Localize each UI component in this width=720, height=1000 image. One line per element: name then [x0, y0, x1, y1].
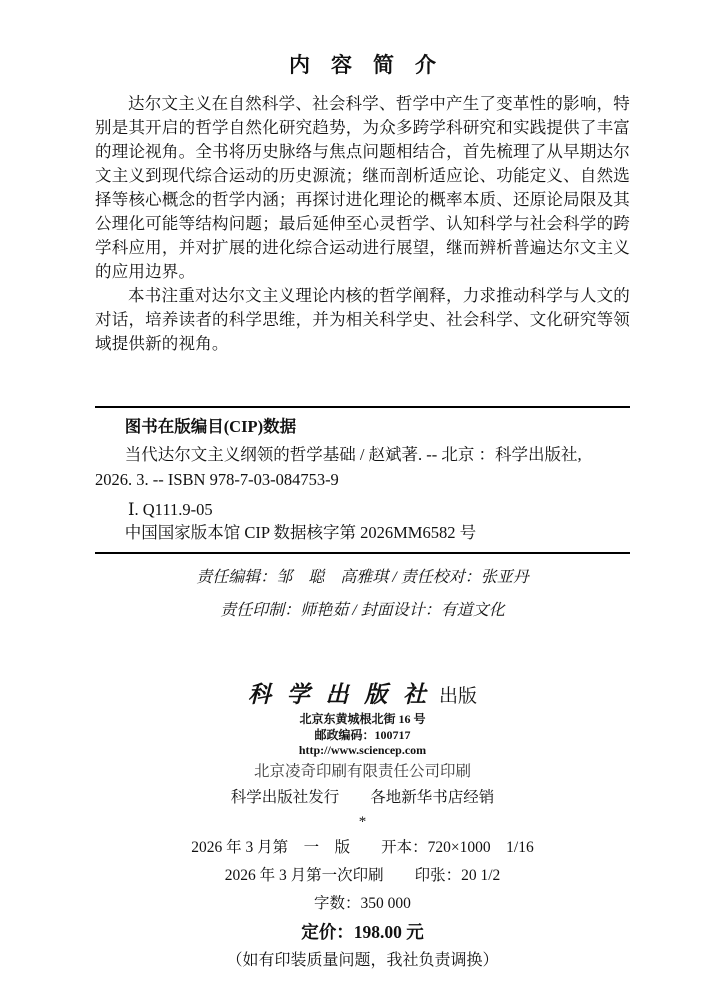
cip-entry-line-2: 2026. 3. -- ISBN 978-7-03-084753-9 — [95, 470, 339, 489]
cip-entry-line-1: 当代达尔文主义纲领的哲学基础 / 赵斌著. -- 北京 ：科学出版社, — [124, 445, 582, 464]
cip-heading: 图书在版编目(CIP)数据 — [124, 417, 297, 436]
printing-info-block — [95, 836, 630, 973]
separator-star: * — [358, 813, 367, 830]
publisher-website: http://www.sciencep.com — [298, 743, 427, 757]
page-title: 内 容 简 介 — [289, 53, 436, 77]
cip-record-number: 中国国家版本馆 CIP 数据核字第 2026MM6582 号 — [124, 523, 477, 542]
science-press-logo-script: 科 学 出 版 社 — [247, 682, 431, 707]
summary-paragraph-1: 达尔文主义在自然科学、社会科学、哲学中产生了变革性的影响，特别是其开启的哲学自然化研究趋势，为众多跨学科研究和实践提供了丰富的理论视角。全书将历史脉络与焦点问题相结合，首先梳理了从早期达尔文主义到现代综合运动的历史源流；继而剖析适应论、功能定义、自然选择等核心概念的哲学内涵；再探讨进化理论的概率本质、还原论局限及其公理化可能等结构问题；最后延伸至心灵哲学、认知科学与社会科学的跨学科应用，并对扩展的进化综合运动进行展望，继而辨析普遍达尔文主义的应用边界。 — [95, 94, 630, 281]
publisher-logo-line — [95, 681, 630, 712]
cip-classification: Ⅰ. Q111.9-05 — [128, 500, 213, 519]
credits-editors-line: 责任编辑：邹 聪 高雅琪 / 责任校对：张亚丹 — [196, 569, 529, 586]
price-line: 定价：198.00 元 — [301, 921, 424, 942]
distribution-line: 科学出版社发行 各地新华书店经销 — [230, 788, 495, 806]
summary-paragraph-2: 本书注重对达尔文主义理论内核的哲学阐释，力求推动科学与人文的对话，培养读者的科学思维，并为相关科学史、社会科学、文化研究等领域提供新的视角。 — [95, 286, 630, 353]
credits-production-line: 责任印制：师艳茹 / 封面设计：有道文化 — [220, 602, 505, 619]
exchange-notice: （如有印装质量问题，我社负责调换） — [226, 951, 499, 969]
publisher-block — [95, 681, 630, 831]
printer-line: 北京凌奇印刷有限责任公司印刷 — [253, 762, 471, 780]
credits-block — [95, 566, 630, 623]
word-count-line: 字数：350 000 — [314, 894, 411, 912]
edition-line: 2026 年 3 月第 一 版 开本：720×1000 1/16 — [191, 838, 534, 856]
publisher-address: 北京东黄城根北街 16 号 — [299, 712, 426, 726]
publisher-postcode: 邮政编码：100717 — [314, 727, 411, 742]
impression-line: 2026 年 3 月第一次印刷 印张：20 1/2 — [224, 866, 501, 884]
cip-block — [95, 406, 630, 554]
publisher-logo-suffix: 出版 — [438, 686, 477, 707]
